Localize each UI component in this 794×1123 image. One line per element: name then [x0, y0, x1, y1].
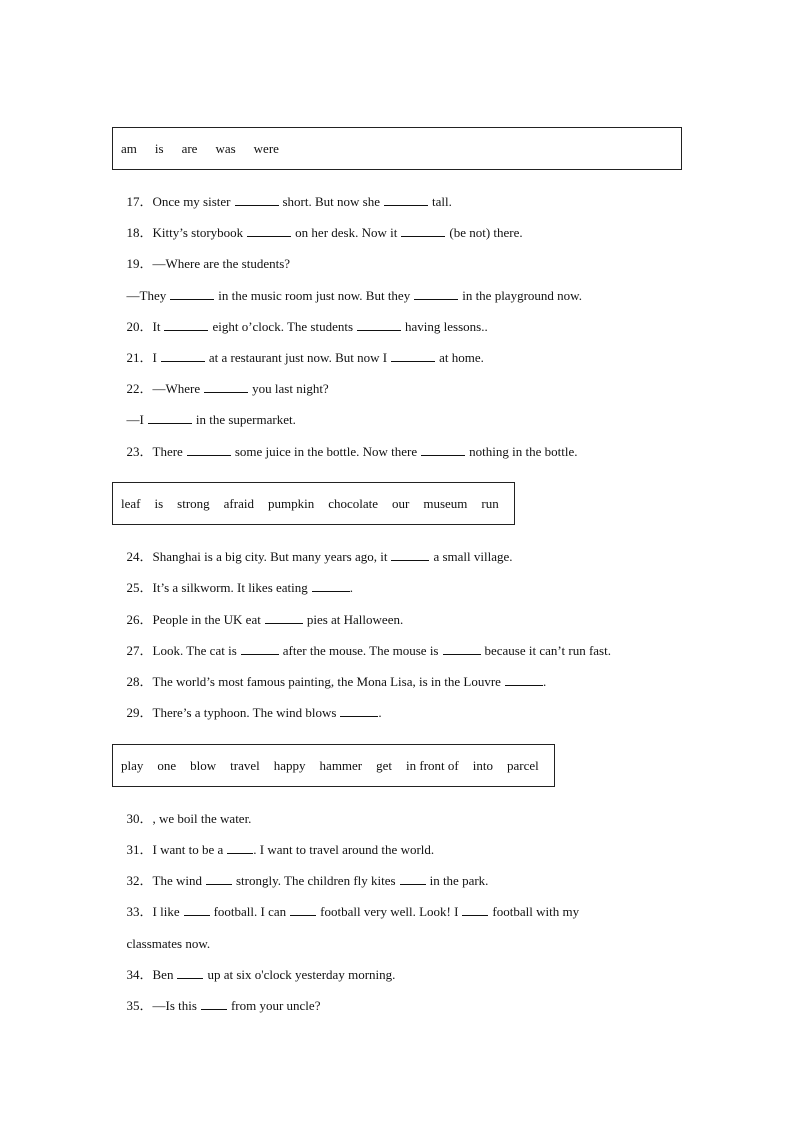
answer-blank[interactable] [206, 873, 232, 885]
answer-blank[interactable] [241, 643, 279, 655]
question-28: 28．The world’s most famous painting, the Mona Lisa, is in the Louvre . [126, 674, 547, 689]
question-17: 17．Once my sister short. But now she tall. [126, 194, 452, 209]
word: one [157, 757, 177, 773]
question-18: 18．Kitty’s storybook on her desk. Now it (be not) there. [126, 225, 523, 240]
word: afraid [223, 495, 254, 511]
answer-blank[interactable] [170, 288, 214, 300]
word: leaf [121, 495, 141, 511]
question-31: 31．I want to be a . I want to travel around the world. [126, 842, 435, 857]
word: museum [423, 495, 468, 511]
question-24: 24．Shanghai is a big city. But many years ago, it a small village. [126, 549, 513, 564]
word: our [392, 495, 410, 511]
answer-blank[interactable] [235, 194, 279, 206]
answer-blank[interactable] [391, 350, 435, 362]
word: am [121, 140, 137, 156]
question-34: 34．Ben up at six o'clock yesterday morning. [126, 967, 396, 982]
word: run [481, 495, 499, 511]
answer-blank[interactable] [462, 904, 488, 916]
question-22: 22．—Where you last night? [126, 381, 329, 396]
answer-blank[interactable] [187, 444, 231, 456]
answer-blank[interactable] [443, 643, 481, 655]
answer-blank[interactable] [384, 194, 428, 206]
answer-blank[interactable] [204, 381, 248, 393]
word: travel [230, 757, 260, 773]
word: blow [190, 757, 217, 773]
word: happy [273, 757, 306, 773]
answer-blank[interactable] [421, 444, 465, 456]
question-19: 19．—Where are the students? [126, 256, 291, 271]
question-33: 33．I like football. I can football very well. Look! I football with my [126, 904, 580, 919]
word: hammer [319, 757, 363, 773]
answer-blank[interactable] [401, 225, 445, 237]
question-21: 21．I at a restaurant just now. But now I at home. [126, 350, 484, 365]
word: is [154, 495, 164, 511]
answer-blank[interactable] [247, 225, 291, 237]
answer-blank[interactable] [357, 319, 401, 331]
question-19-answer: —They in the music room just now. But they in the playground now. [126, 288, 582, 303]
answer-blank[interactable] [201, 998, 227, 1010]
word: strong [177, 495, 210, 511]
question-22-answer: —I in the supermarket. [126, 412, 296, 427]
word: parcel [506, 757, 539, 773]
question-20: 20．It eight o’clock. The students having lessons.. [126, 319, 488, 334]
word: get [376, 757, 393, 773]
answer-blank[interactable] [391, 549, 429, 561]
question-29: 29．There’s a typhoon. The wind blows . [126, 705, 382, 720]
question-35: 35．—Is this from your uncle? [126, 998, 321, 1013]
answer-blank[interactable] [312, 580, 350, 592]
answer-blank[interactable] [340, 705, 378, 717]
word-box-1 [112, 127, 682, 170]
answer-blank[interactable] [177, 967, 203, 979]
answer-blank[interactable] [414, 288, 458, 300]
answer-blank[interactable] [148, 412, 192, 424]
word-box-3 [112, 744, 555, 787]
word: in front of [406, 757, 459, 773]
question-25: 25．It’s a silkworm. It likes eating . [126, 580, 354, 595]
word: were [253, 140, 279, 156]
answer-blank[interactable] [184, 904, 210, 916]
word: was [215, 140, 236, 156]
question-23: 23．There some juice in the bottle. Now there nothing in the bottle. [126, 444, 578, 459]
question-33-continued: classmates now. [126, 936, 211, 951]
word-box-2 [112, 482, 515, 525]
question-32: 32．The wind strongly. The children fly kites in the park. [126, 873, 489, 888]
answer-blank[interactable] [265, 612, 303, 624]
word: is [154, 140, 164, 156]
question-27: 27．Look. The cat is after the mouse. The mouse is because it can’t run fast. [126, 643, 611, 658]
question-26: 26．People in the UK eat pies at Halloween. [126, 612, 404, 627]
word: into [472, 757, 493, 773]
question-30: 30．, we boil the water. [126, 811, 252, 826]
word: play [121, 757, 144, 773]
word: pumpkin [267, 495, 315, 511]
answer-blank[interactable] [161, 350, 205, 362]
word: are [181, 140, 198, 156]
answer-blank[interactable] [505, 674, 543, 686]
answer-blank[interactable] [290, 904, 316, 916]
answer-blank[interactable] [400, 873, 426, 885]
answer-blank[interactable] [164, 319, 208, 331]
answer-blank[interactable] [227, 842, 253, 854]
word: chocolate [328, 495, 379, 511]
